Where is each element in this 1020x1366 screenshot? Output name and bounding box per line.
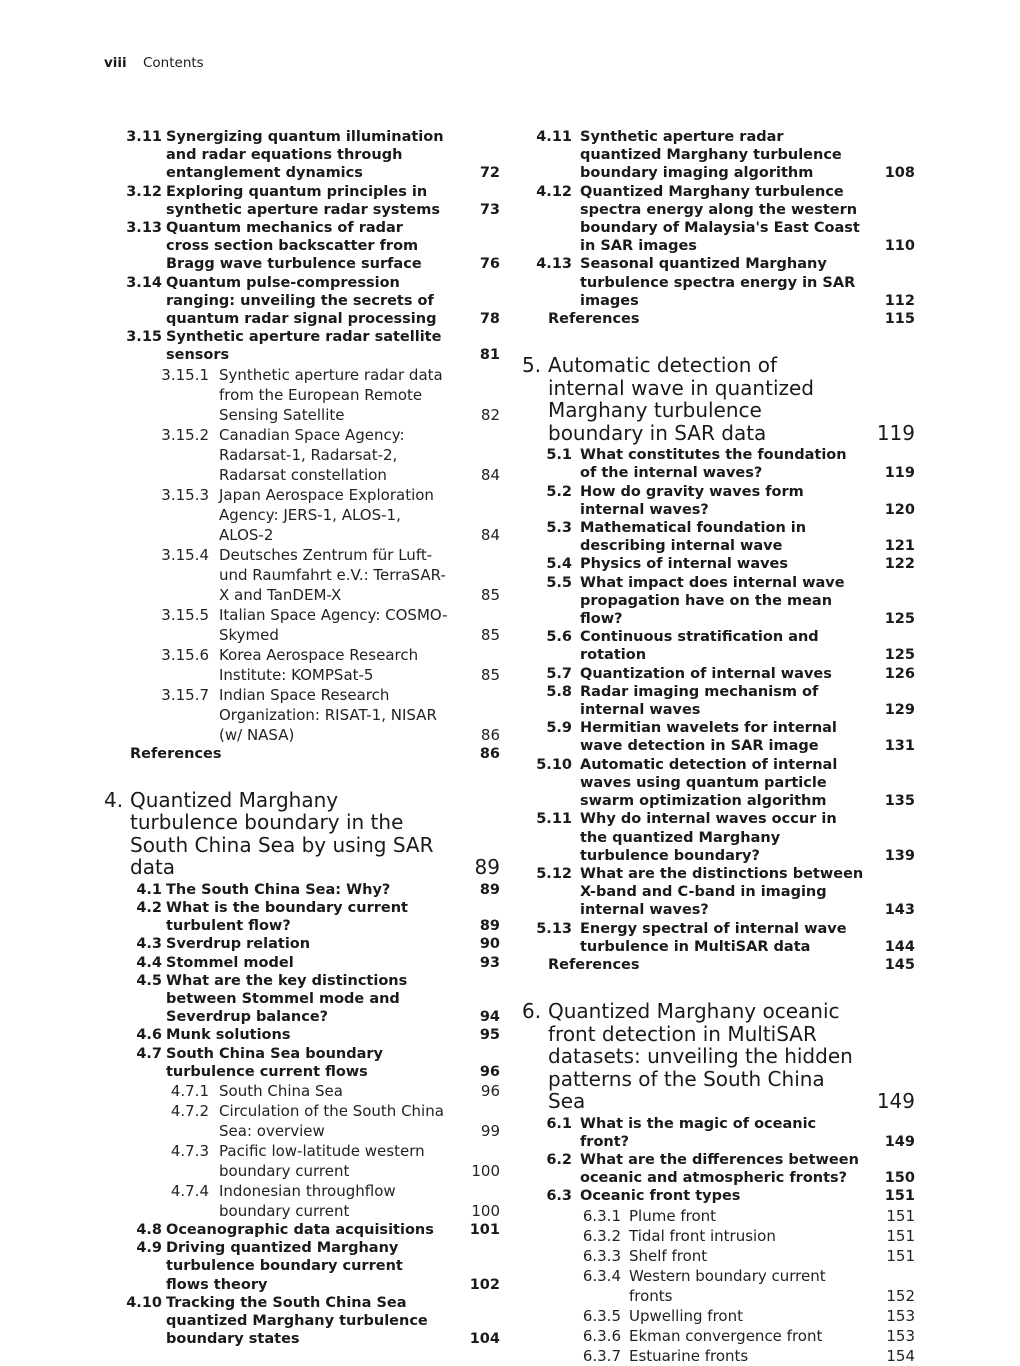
subsection-entry [104,1081,500,1101]
entry-title: What impact does internal wave propagation have on the mean flow? [580,574,845,628]
entry-title: Quantized Marghany oceanic front detection in MultiSAR datasets: unveiling the hidden patterns of the South China Sea [548,999,853,1114]
entry-title: South China Sea boundary turbulence current flows [166,1045,383,1080]
entry-page-number: 104 [469,1331,500,1348]
page-number: viii [104,55,127,71]
subsection-entry [104,1181,500,1221]
entry-title: Quantum pulse-compression ranging: unveiling the secrets of quantum radar signal processing [166,274,437,328]
entry-title: Hermitian wavelets for internal wave detection in SAR image [580,720,837,755]
entry-number [104,745,130,763]
entry-number: 6.3.5 [582,1306,621,1325]
entry-number: 5.13 [536,920,572,937]
entry-number: 4.2 [136,900,162,917]
subsection-entry [104,1141,500,1181]
entry-number: 5.11 [536,811,572,828]
section-entry [104,1239,500,1294]
entry-number: 3.15.1 [161,365,209,384]
entry-number: 6.2 [546,1152,572,1169]
entry-number: 6.3 [546,1188,572,1205]
entry-page-number: 153 [886,1306,915,1325]
entry-number: 6.3.4 [582,1266,621,1285]
entry-number: 3.12 [126,183,162,200]
running-title: Contents [142,55,204,71]
entry-title: Plume front [629,1206,717,1225]
entry-title: What are the distinctions between X-band and C-band in imaging internal waves? [580,865,864,919]
entry-title: Tracking the South China Sea quantized Marghany turbulence boundary states [166,1294,428,1348]
entry-number: 5.4 [546,556,572,573]
subsection-entry [104,425,500,485]
entry-number: 3.15.4 [161,545,209,564]
entry-page-number: 86 [479,745,500,762]
entry-number: 5.3 [546,520,572,537]
subsection-entry [522,1206,915,1226]
entry-page-number: 99 [480,1122,500,1141]
entry-number: 4.4 [136,954,162,971]
entry-title: Quantization of internal waves [580,665,832,682]
entry-page-number: 115 [884,311,915,328]
section-entry [522,1151,915,1187]
entry-page-number: 108 [884,165,915,182]
section-entry [104,274,500,329]
entry-title: References [548,956,640,973]
entry-title: Circulation of the South China Sea: overview [219,1102,444,1141]
entry-title: Exploring quantum principles in synthetic aperture radar systems [166,183,440,218]
entry-page-number: 95 [479,1027,500,1044]
subsection-entry [522,1246,915,1266]
entry-page-number: 89 [474,855,500,880]
entry-title: Synthetic aperture radar satellite sensors [166,329,442,364]
section-entry [522,920,915,956]
entry-title: The South China Sea: Why? [166,881,391,898]
entry-page-number: 96 [480,1082,500,1101]
entry-number: 3.11 [126,129,162,145]
entry-number: 4. [104,787,124,812]
entry-page-number: 151 [886,1246,915,1265]
entry-page-number: 89 [479,918,500,935]
entry-page-number: 89 [479,881,500,898]
entry-title: Ekman convergence front [629,1326,823,1345]
entry-page-number: 152 [886,1286,915,1305]
entry-number: 5.5 [546,574,572,591]
subsection-entry [104,365,500,425]
entry-number: 4.7.3 [170,1142,209,1161]
entry-page-number: 151 [886,1226,915,1245]
entry-title: Synthetic aperture radar quantized Marghany turbulence boundary imaging algorithm [580,129,842,182]
entry-number: 4.13 [536,256,572,273]
entry-page-number: 145 [884,956,915,973]
chapter-entry [104,789,500,879]
entry-page-number: 100 [471,1202,500,1221]
entry-number: 5.6 [546,629,572,646]
entry-page-number: 131 [884,738,915,755]
entry-page-number: 149 [884,1133,915,1150]
entry-page-number: 72 [479,165,500,182]
entry-title: Canadian Space Agency: Radarsat-1, Radarsat-2, Radarsat constellation [219,425,405,484]
entry-page-number: 85 [480,585,500,604]
section-entry [104,899,500,935]
entry-title: Italian Space Agency: COSMO-Skymed [219,605,448,644]
section-entry [522,665,915,683]
section-entry [522,1115,915,1151]
section-entry [522,555,915,573]
entry-title: What constitutes the foundation of the internal waves? [580,447,847,482]
entry-page-number: 84 [480,525,500,544]
entry-page-number: 86 [480,725,500,744]
entry-page-number: 129 [884,702,915,719]
subsection-entry [104,645,500,685]
entry-title: Shelf front [629,1246,708,1265]
entry-title: Indonesian throughflow boundary current [219,1182,396,1221]
entry-page-number: 73 [479,201,500,218]
entry-number: 3.15.5 [161,605,209,624]
entry-page-number: 125 [884,647,915,664]
section-entry [522,1187,915,1205]
entry-page-number: 122 [884,556,915,573]
entry-number: 3.15.3 [161,485,209,504]
entry-title: Quantized Marghany turbulence spectra energy along the western boundary of Malaysia's East Coast in SAR images [580,183,860,255]
entry-page-number: 125 [884,611,915,628]
section-entry [522,255,915,310]
entry-page-number: 121 [884,538,915,555]
entry-number: 4.7.2 [170,1102,209,1121]
entry-page-number: 149 [876,1089,915,1114]
entry-number: 4.9 [136,1240,162,1257]
entry-title: Quantum mechanics of radar cross section backscatter from Bragg wave turbulence surface [166,220,422,273]
entry-page-number: 93 [479,954,500,971]
section-entry [522,446,915,482]
chapter-entry [522,1000,915,1113]
entry-number: 4.7 [136,1045,162,1062]
toc-right-column [522,128,915,1366]
entry-title: Why do internal waves occur in the quantized Marghany turbulence boundary? [580,811,837,864]
section-entry [522,628,915,664]
section-entry [104,954,500,972]
entry-page-number: 154 [886,1346,915,1365]
entry-title: Radar imaging mechanism of internal waves [580,683,819,719]
entry-number: 4.3 [136,936,162,953]
entry-title: Upwelling front [629,1306,743,1325]
section-entry [522,519,915,555]
section-entry [522,683,915,719]
entry-page-number: 76 [479,256,500,273]
entry-title: Munk solutions [166,1027,291,1044]
entry-number: 5.7 [546,665,572,682]
entry-number: 6.1 [546,1115,572,1132]
entry-number: 4.5 [136,972,162,989]
entry-title: Automatic detection of internal waves using quantum particle swarm optimization algorithm [580,756,838,810]
entry-number: 4.12 [536,183,572,200]
section-entry [104,1045,500,1081]
section-entry [104,972,500,1027]
section-entry [522,183,915,256]
section-entry [104,1026,500,1044]
entry-page-number: 153 [886,1326,915,1345]
entry-number: 4.1 [136,881,162,898]
entry-title: Mathematical foundation in describing internal wave [580,520,807,555]
entry-page-number: 135 [884,793,915,810]
entry-number: 3.13 [126,220,162,237]
entry-number: 4.7.4 [170,1182,209,1201]
entry-number: 4.8 [136,1222,162,1239]
section-entry [522,483,915,519]
entry-title: References [130,745,222,762]
subsection-entry [104,1101,500,1141]
entry-page-number: 110 [884,238,915,255]
entry-page-number: 85 [480,665,500,684]
entry-number: 6.3.7 [582,1346,621,1365]
section-entry [522,719,915,755]
entry-title: Energy spectral of internal wave turbulence in MultiSAR data [580,920,847,955]
entry-number: 4.11 [536,129,572,145]
entry-title: What are the differences between oceanic and atmospheric fronts? [580,1152,859,1187]
entry-title: Quantized Marghany turbulence boundary in the South China Sea by using SAR data [130,787,434,880]
entry-number: 4.10 [126,1294,162,1311]
section-entry [104,328,500,364]
entry-page-number: 151 [884,1188,915,1205]
subsection-entry [522,1326,915,1346]
section-entry [104,128,500,183]
entry-page-number: 126 [884,665,915,682]
entry-title: Driving quantized Marghany turbulence boundary current flows theory [166,1240,403,1293]
section-entry [104,881,500,899]
entry-number: 4.6 [136,1027,162,1044]
entry-title: Japan Aerospace Exploration Agency: JERS-1, ALOS-1, ALOS-2 [219,485,434,544]
entry-number: 5.12 [536,865,572,882]
entry-title: Oceanic front types [580,1188,741,1205]
entry-page-number: 151 [886,1206,915,1225]
entry-title: Synthetic aperture radar data from the European Remote Sensing Satellite [219,365,443,424]
entry-title: Seasonal quantized Marghany turbulence spectra energy in SAR images [580,256,856,309]
section-entry [104,1221,500,1239]
entry-title: What are the key distinctions between Stommel mode and Severdrup balance? [166,972,408,1026]
entry-number: 4.7.1 [170,1082,209,1101]
entry-number: 6. [522,999,542,1024]
entry-page-number: 139 [884,847,915,864]
entry-title: Continuous stratification and rotation [580,629,819,664]
entry-title: Western boundary current fronts [629,1266,826,1305]
entry-page-number: 94 [479,1009,500,1026]
entry-number: 3.15.6 [161,645,209,664]
entry-page-number: 150 [884,1170,915,1187]
entry-number: 5. [522,353,542,378]
section-entry [104,183,500,219]
entry-title: Oceanographic data acquisitions [166,1222,434,1239]
references-entry [522,956,915,974]
entry-page-number: 100 [471,1162,500,1181]
section-entry [104,219,500,274]
entry-page-number: 119 [884,465,915,482]
subsection-entry [104,685,500,745]
entry-number: 5.1 [546,447,572,464]
entry-number [522,956,548,974]
entry-title: Stommel model [166,954,294,971]
entry-title: South China Sea [219,1082,343,1101]
entry-number: 6.3.2 [582,1226,621,1245]
section-entry [522,756,915,811]
section-entry [522,128,915,183]
references-entry [104,745,500,763]
subsection-entry [522,1226,915,1246]
entry-page-number: 96 [479,1063,500,1080]
subsection-entry [104,605,500,645]
entry-number: 6.3.3 [582,1246,621,1265]
references-entry [522,310,915,328]
entry-title: Indian Space Research Organization: RISAT-1, NISAR (w/ NASA) [219,685,437,744]
entry-title: Physics of internal waves [580,556,789,573]
entry-title: Korea Aerospace Research Institute: KOMPSat-5 [219,645,419,684]
entry-number: 3.14 [126,274,162,291]
subsection-entry [522,1266,915,1306]
entry-title: Tidal front intrusion [629,1226,776,1245]
entry-page-number: 82 [480,405,500,424]
entry-title: Estuarine fronts [629,1346,749,1365]
entry-title: References [548,311,640,328]
entry-page-number: 90 [479,936,500,953]
entry-page-number: 144 [884,938,915,955]
entry-title: Synergizing quantum illumination and radar equations through entanglement dynamics [166,129,444,182]
entry-number: 3.15.2 [161,425,209,444]
section-entry [522,810,915,865]
entry-number: 3.15 [126,329,162,346]
subsection-entry [104,545,500,605]
entry-number [522,310,548,328]
entry-title: What is the magic of oceanic front? [580,1115,817,1150]
section-entry [522,574,915,629]
section-entry [104,935,500,953]
entry-title: Pacific low-latitude western boundary current [219,1142,425,1181]
entry-title: How do gravity waves form internal waves? [580,483,804,518]
entry-page-number: 119 [876,420,915,445]
entry-number: 5.8 [546,683,572,700]
entry-page-number: 84 [480,465,500,484]
entry-number: 6.3.1 [582,1206,621,1225]
section-entry [522,865,915,920]
entry-number: 5.2 [546,483,572,500]
entry-number: 3.15.7 [161,685,209,704]
entry-number: 5.10 [536,756,572,773]
chapter-entry [522,354,915,444]
entry-number: 6.3.6 [582,1326,621,1345]
entry-page-number: 85 [480,625,500,644]
running-header [104,55,204,71]
section-entry [104,1294,500,1349]
subsection-entry [104,485,500,545]
entry-title: What is the boundary current turbulent flow? [166,900,408,935]
entry-page-number: 78 [479,311,500,328]
entry-title: Sverdrup relation [166,936,311,953]
entry-page-number: 102 [469,1276,500,1293]
entry-title: Automatic detection of internal wave in quantized Marghany turbulence boundary in SAR data [548,353,814,445]
toc-left-column [104,128,500,1349]
entry-number: 5.9 [546,720,572,737]
entry-page-number: 101 [469,1222,500,1239]
entry-page-number: 120 [884,501,915,518]
subsection-entry [522,1346,915,1366]
subsection-entry [522,1306,915,1326]
entry-page-number: 143 [884,902,915,919]
entry-page-number: 81 [479,347,500,364]
entry-page-number: 112 [884,292,915,309]
entry-title: Deutsches Zentrum für Luft- und Raumfahrt e.V.: TerraSAR-X and TanDEM-X [219,545,446,604]
